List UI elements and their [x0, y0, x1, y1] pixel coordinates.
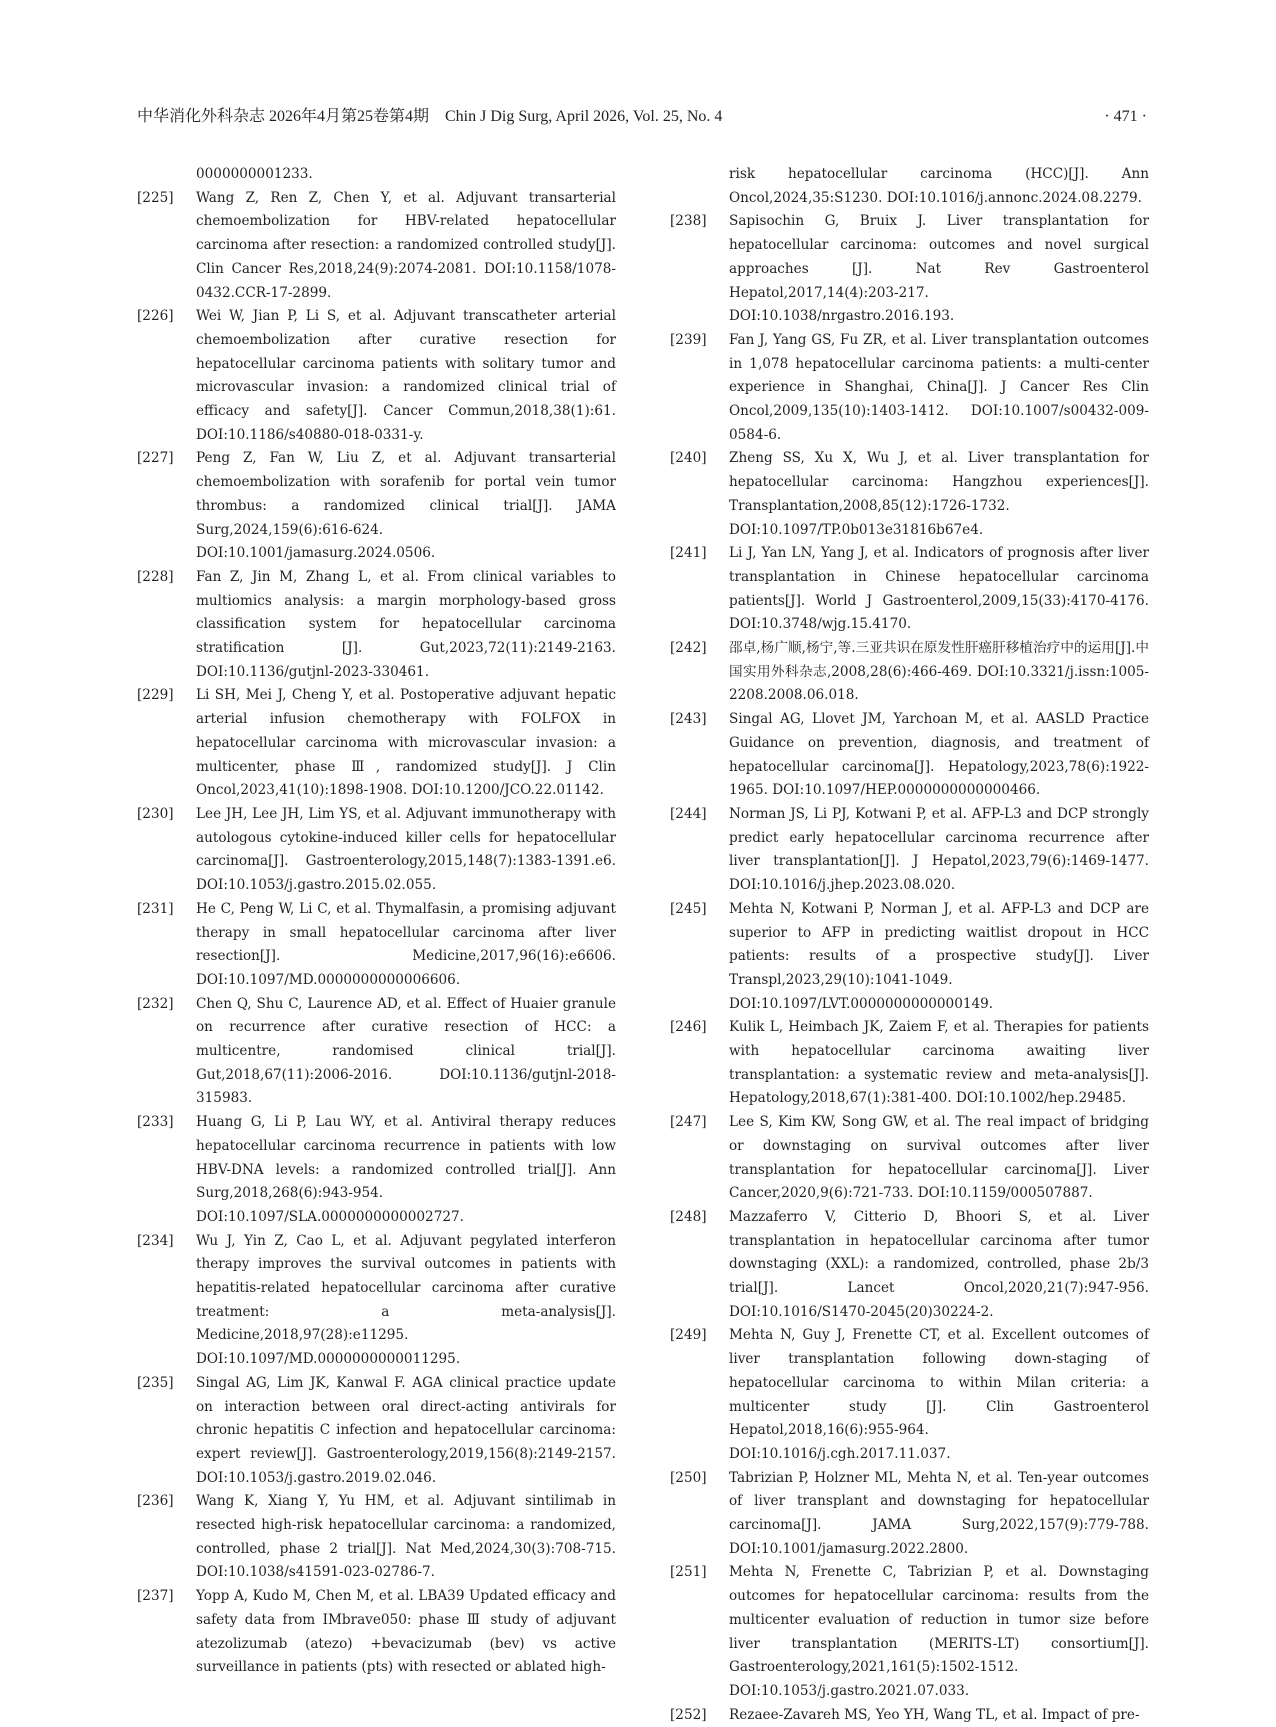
reference-item	[137, 1372, 616, 1491]
reference-text: Mehta N, Guy J, Frenette CT, et al. Excellent outcomes of liver transplantation following down-staging of hepatocellular carcinoma to within Milan criteria: a multicenter study [J]. Clin Gastroenterol Hepatol,2018,16(6):955-964. DOI:10.1016/j.cgh.2017.11.037.	[729, 1327, 1149, 1462]
reference-number: [239]	[670, 331, 707, 348]
reference-number: [245]	[670, 900, 707, 917]
reference-number: [226]	[137, 308, 174, 325]
reference-number: [236]	[137, 1493, 174, 1510]
reference-number: [227]	[137, 450, 174, 467]
reference-item	[670, 210, 1149, 329]
reference-text: Mazzaferro V, Citterio D, Bhoori S, et al. Liver transplantation in hepatocellular carcinoma after tumor downstaging (XXL): a randomized, controlled, phase 2b/3 trial[J]. Lancet Oncol,2020,21(7):947-956. DOI:10.1016/S1470-2045(20)30224-2.	[729, 1208, 1149, 1320]
reference-item	[670, 329, 1149, 448]
reference-item	[670, 1111, 1149, 1206]
reference-text: Fan J, Yang GS, Fu ZR, et al. Liver transplantation outcomes in 1,078 hepatocellular carcinoma patients: a multi-center experience in Shanghai, China[J]. J Cancer Res Clin Oncol,2009,135(10):1403-1412. DOI:10.1007/s00432-009-0584-6.	[729, 331, 1149, 443]
reference-text: Lee S, Kim KW, Song GW, et al. The real impact of bridging or downstaging on survival outcomes after liver transplantation for hepatocellular carcinoma[J]. Liver Cancer,2020,9(6):721-733. DOI:10.1159/000507887.	[729, 1114, 1149, 1202]
reference-text: Li SH, Mei J, Cheng Y, et al. Postoperative adjuvant hepatic arterial infusion chemotherapy with FOLFOX in hepatocellular carcinoma with microvascular invasion: a multicenter, phase Ⅲ, randomized study[J]. J Clin Oncol,2023,41(10):1898-1908. DOI:10.1200/JCO.22.01142.	[196, 687, 616, 799]
reference-item	[670, 898, 1149, 1017]
reference-item	[137, 1490, 616, 1585]
reference-number: [249]	[670, 1327, 707, 1344]
reference-number: [238]	[670, 213, 707, 230]
reference-text: Zheng SS, Xu X, Wu J, et al. Liver transplantation for hepatocellular carcinoma: Hangzhou experiences[J]. Transplantation,2008,85(12):1726-1732. DOI:10.1097/TP.0b013e31816b67e4.	[729, 450, 1149, 538]
reference-item	[137, 898, 616, 993]
reference-text: Fan Z, Jin M, Zhang L, et al. From clinical variables to multiomics analysis: a margin morphology-based gross classification system for hepatocellular carcinoma stratification [J]. Gut,2023,72(11):2149-2163. DOI:10.1136/gutjnl-2023-330461.	[196, 568, 616, 680]
reference-text: Huang G, Li P, Lau WY, et al. Antiviral therapy reduces hepatocellular carcinoma recurrence in patients with low HBV-DNA levels: a randomized controlled trial[J]. Ann Surg,2018,268(6):943-954. DOI:10.1097/SLA.0000000000002727.	[196, 1114, 616, 1225]
reference-number: [251]	[670, 1564, 707, 1581]
reference-continuation	[137, 163, 616, 187]
reference-number: [246]	[670, 1019, 707, 1036]
running-head	[137, 104, 1147, 130]
reference-text: Wu J, Yin Z, Cao L, et al. Adjuvant pegylated interferon therapy improves the survival outcomes in patients with hepatitis-related hepatocellular carcinoma after curative treatment: a meta-analysis[J]. Medicine,2018,97(28):e11295. DOI:10.1097/MD.0000000000011295.	[196, 1232, 616, 1368]
reference-text: Tabrizian P, Holzner ML, Mehta N, et al. Ten-year outcomes of liver transplant and downstaging for hepatocellular carcinoma[J]. JAMA Surg,2022,157(9):779-788. DOI:10.1001/jamasurg.2022.2800.	[729, 1469, 1149, 1557]
reference-number: [231]	[137, 900, 174, 917]
reference-number: [252]	[670, 1706, 707, 1723]
reference-text: Wang Z, Ren Z, Chen Y, et al. Adjuvant transarterial chemoembolization for HBV-related hepatocellular carcinoma after resection: a randomized controlled study[J]. Clin Cancer Res,2018,24(9):2074-2081. DOI:10.1158/1078-0432.CCR-17-2899.	[196, 189, 616, 301]
reference-item	[670, 1704, 1149, 1727]
reference-number: [230]	[137, 805, 174, 822]
reference-continuation	[670, 163, 1149, 210]
reference-number: [229]	[137, 687, 174, 704]
reference-item	[137, 1111, 616, 1230]
reference-text: Singal AG, Lim JK, Kanwal F. AGA clinical practice update on interaction between oral direct-acting antivirals for chronic hepatitis C infection and hepatocellular carcinoma: expert review[J]. Gastroenterology,2019,156(8):2149-2157. DOI:10.1053/j.gastro.2019.02.046.	[196, 1374, 616, 1486]
reference-text: Li J, Yan LN, Yang J, et al. Indicators of prognosis after liver transplantation in Chinese hepatocellular carcinoma patients[J]. World J Gastroenterol,2009,15(33):4170-4176. DOI:10.3748/wjg.15.4170.	[729, 545, 1149, 633]
reference-item	[670, 1324, 1149, 1466]
reference-number: [241]	[670, 545, 707, 562]
reference-item	[670, 1016, 1149, 1111]
reference-text: Sapisochin G, Bruix J. Liver transplantation for hepatocellular carcinoma: outcomes and novel surgical approaches [J]. Nat Rev Gastroenterol Hepatol,2017,14(4):203-217. DOI:10.1038/nrgastro.2016.193.	[729, 213, 1149, 325]
reference-text: Wang K, Xiang Y, Yu HM, et al. Adjuvant sintilimab in resected high-risk hepatocellular carcinoma: a randomized, controlled, phase 2 trial[J]. Nat Med,2024,30(3):708-715. DOI:10.1038/s41591-023-02786-7.	[196, 1493, 616, 1581]
reference-item	[670, 708, 1149, 803]
page-number: · 471 ·	[1104, 108, 1147, 125]
reference-text: Mehta N, Kotwani P, Norman J, et al. AFP-L3 and DCP are superior to AFP in predicting waitlist dropout in HCC patients: results of a prospective study[J]. Liver Transpl,2023,29(10):1041-1049. DOI:10.1097/LVT.0000000000000149.	[729, 900, 1149, 1012]
reference-number: [244]	[670, 805, 707, 822]
reference-list-left	[137, 163, 616, 1680]
reference-item	[670, 1206, 1149, 1325]
reference-list-right	[670, 163, 1149, 1727]
reference-text: Norman JS, Li PJ, Kotwani P, et al. AFP-L3 and DCP strongly predict early hepatocellular carcinoma recurrence after liver transplantation[J]. J Hepatol,2023,79(6):1469-1477. DOI:10.1016/j.jhep.2023.08.020.	[729, 805, 1149, 894]
reference-number: [237]	[137, 1588, 174, 1605]
reference-text: He C, Peng W, Li C, et al. Thymalfasin, a promising adjuvant therapy in small hepatocellular carcinoma after liver resection[J]. Medicine,2017,96(16):e6606. DOI:10.1097/MD.0000000000006606.	[196, 900, 616, 988]
reference-item	[137, 1230, 616, 1372]
reference-number: [250]	[670, 1469, 707, 1486]
reference-text: Mehta N, Frenette C, Tabrizian P, et al. Downstaging outcomes for hepatocellular carcinoma: results from the multicenter evaluation of reduction in tumor size before liver transplantation (MERITS-LT) consortium[J]. Gastroenterology,2021,161(5):1502-1512. DOI:10.1053/j.gastro.2021.07.033.	[729, 1564, 1149, 1699]
reference-number: [243]	[670, 711, 707, 728]
reference-item	[137, 187, 616, 306]
reference-text: Yopp A, Kudo M, Chen M, et al. LBA39 Updated efficacy and safety data from IMbrave050: phase Ⅲ study of adjuvant atezolizumab (atezo) +bevacizumab (bev) vs active surveillance in patients (pts) with resected or ablated high-	[196, 1588, 616, 1676]
reference-number: [232]	[137, 995, 174, 1012]
reference-item	[670, 1561, 1149, 1703]
reference-number: [242]	[670, 640, 707, 657]
reference-item	[137, 993, 616, 1112]
reference-text: Peng Z, Fan W, Liu Z, et al. Adjuvant transarterial chemoembolization with sorafenib for portal vein tumor thrombus: a randomized clinical trial[J]. JAMA Surg,2024,159(6):616-624. DOI:10.1001/jamasurg.2024.0506.	[196, 450, 616, 562]
reference-item	[137, 566, 616, 685]
reference-number: [234]	[137, 1232, 174, 1249]
reference-item	[670, 542, 1149, 637]
reference-item	[137, 684, 616, 803]
reference-item	[137, 803, 616, 898]
reference-number: [240]	[670, 450, 707, 467]
reference-item	[670, 447, 1149, 542]
reference-item	[137, 447, 616, 566]
reference-text: Rezaee-Zavareh MS, Yeo YH, Wang TL, et al. Impact of pre-	[729, 1706, 1140, 1723]
reference-text: risk hepatocellular carcinoma (HCC)[J]. Ann Oncol,2024,35:S1230. DOI:10.1016/j.annonc.2024.08.2279.	[729, 166, 1149, 206]
reference-item	[670, 1467, 1149, 1562]
reference-text: 邵卓,杨广顺,杨宁,等.三亚共识在原发性肝癌肝移植治疗中的运用[J].中国实用外科杂志,2008,28(6):466-469. DOI:10.3321/j.issn:1005-2208.2008.06.018.	[729, 640, 1149, 704]
reference-number: [225]	[137, 189, 174, 206]
reference-number: [228]	[137, 568, 174, 585]
reference-text: Wei W, Jian P, Li S, et al. Adjuvant transcatheter arterial chemoembolization after curative resection for hepatocellular carcinoma patients with solitary tumor and microvascular invasion: a randomized clinical trial of efficacy and safety[J]. Cancer Commun,2018,38(1):61. DOI:10.1186/s40880-018-0331-y.	[196, 308, 616, 443]
reference-text: Lee JH, Lee JH, Lim YS, et al. Adjuvant immunotherapy with autologous cytokine-induced killer cells for hepatocellular carcinoma[J]. Gastroenterology,2015,148(7):1383-1391.e6. DOI:10.1053/j.gastro.2015.02.055.	[196, 805, 616, 894]
reference-number: [235]	[137, 1374, 174, 1391]
reference-item	[670, 637, 1149, 708]
reference-number: [247]	[670, 1114, 707, 1131]
reference-number: [233]	[137, 1114, 174, 1131]
reference-text: Kulik L, Heimbach JK, Zaiem F, et al. Therapies for patients with hepatocellular carcinoma awaiting liver transplantation: a systematic review and meta-analysis[J]. Hepatology,2018,67(1):381-400. DOI:10.1002/hep.29485.	[729, 1019, 1149, 1107]
reference-text: Singal AG, Llovet JM, Yarchoan M, et al. AASLD Practice Guidance on prevention, diagnosis, and treatment of hepatocellular carcinoma[J]. Hepatology,2023,78(6):1922-1965. DOI:10.1097/HEP.0000000000000466.	[729, 711, 1149, 799]
reference-text: Chen Q, Shu C, Laurence AD, et al. Effect of Huaier granule on recurrence after curative resection of HCC: a multicentre, randomised clinical trial[J]. Gut,2018,67(11):2006-2016. DOI:10.1136/gutjnl-2018-315983.	[196, 995, 616, 1107]
reference-item	[137, 1585, 616, 1680]
journal-header: 中华消化外科杂志 2026年4月第25卷第4期 Chin J Dig Surg, April 2026, Vol. 25, No. 4	[137, 108, 723, 125]
reference-text: 0000000001233.	[196, 166, 313, 182]
reference-item	[137, 305, 616, 447]
reference-item	[670, 803, 1149, 898]
reference-number: [248]	[670, 1208, 707, 1225]
